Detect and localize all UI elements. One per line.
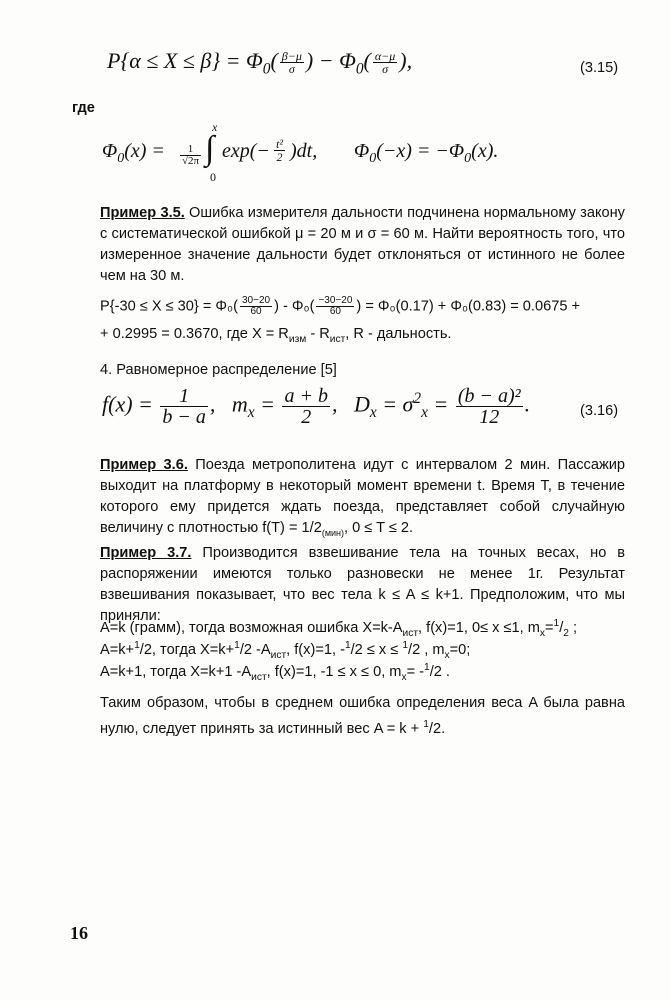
example-3-6: Пример 3.6. Поезда метрополитена идут с интервалом 2 мин. Пассажир выходит на платформу в некоторый момент времени t. Время T, в течение которого ему придется ждать поезда, представляет собой случайную величину с плотностью $f(T) = 1/2_{(мин)}$, 0 ≤ T ≤ 2. [100,457,625,538]
case-2: A=k+$^1$/2, тогда X=k+$^1$/2 $-A_{ист}$, f(x)=1, -$^1$/2 ≤ x ≤ $^1$/2 , $m_x=0$; [100,640,471,661]
page-number: 16 [70,923,88,943]
example-3-7: Пример 3.7. Производится взвешивание тела на точных весах, но в распоряжении имеются только разновески не менее 1г. Результат взвешивания показывает, что вес тела k ≤ A ≤ k+1. Предположим, что мы приняли: [100,545,625,624]
calc-3-5-line2: + 0.2995 = 0.3670, где $X = R_{изм} - R_{ист}$, R - дальность. [100,326,452,345]
case-3: A=k+1, тогда X=k+1 $-A_{ист}$, f(x)=1, -1 ≤ x ≤ 0, $m_x= -^1/2$ . [100,662,450,683]
case-1: A=k (грамм), тогда возможная ошибка $X=k-A_{ист}$, f(x)=1, 0≤ x ≤1, $m_x=^1/_2$ ; [100,618,578,639]
conclusion: Таким образом, чтобы в среднем ошибка определения веса A была равна нулю, следует принять за истинный вес A = k + $^1$/2. [100,695,625,737]
example-3-7-label: Пример 3.7. [100,545,192,561]
phi0-definition: $\Phi_0(x)$ = $\frac{1}{√2\pi}$ x ∫ 0 exp(− $\frac{\text{t²}}{2}$ )dt, $\Phi_0(-x) = -\Phi_0(x)$. [102,120,499,184]
formula-3-15-lhs: P{α ≤ X ≤ β} = [107,48,246,73]
integral-sign: ∫ [205,130,215,167]
formula-3-16: f(x) = $\frac{1}{b - a}$ , $m_x$ = $\frac{a + b}{2}$ , $D_x = \sigma^2_x$ = $\frac{\text{(b − a)²}}{12}$ . [102,385,531,428]
section-4-heading: 4. Равномерное распределение [5] [100,362,337,378]
example-3-6-label: Пример 3.6. [100,457,188,473]
calc-3-5-line1: P{-30 ≤ X ≤ 30} = Φ₀( $\frac{30-20}{60}$ ) - Φ₀( $\frac{-30-20}{60}$ ) = Φ₀(0.17) + Φ₀(0.83) = 0.0675 + [100,295,581,317]
where-label: где [72,100,95,116]
formula-3-15: $P\{\alpha \le X \le \beta\} = \Phi_0$( $\frac{\beta-\mu}{\sigma}$ ) − $\Phi_0$( $\frac{\alpha-\mu}{\sigma}$ ), [107,48,413,78]
equation-number-3-16: (3.16) [580,403,619,419]
equation-number-3-15: (3.15) [580,60,619,76]
example-3-5-label: Пример 3.5. [100,205,185,221]
example-3-5: Пример 3.5. Ошибка измерителя дальности подчинена нормальному закону с систематической ошибкой μ = 20 м и σ = 60 м. Найти вероятность того, что измеренное значение дальности будет отклоняться от истинного не более чем на 30 м. [100,205,625,284]
